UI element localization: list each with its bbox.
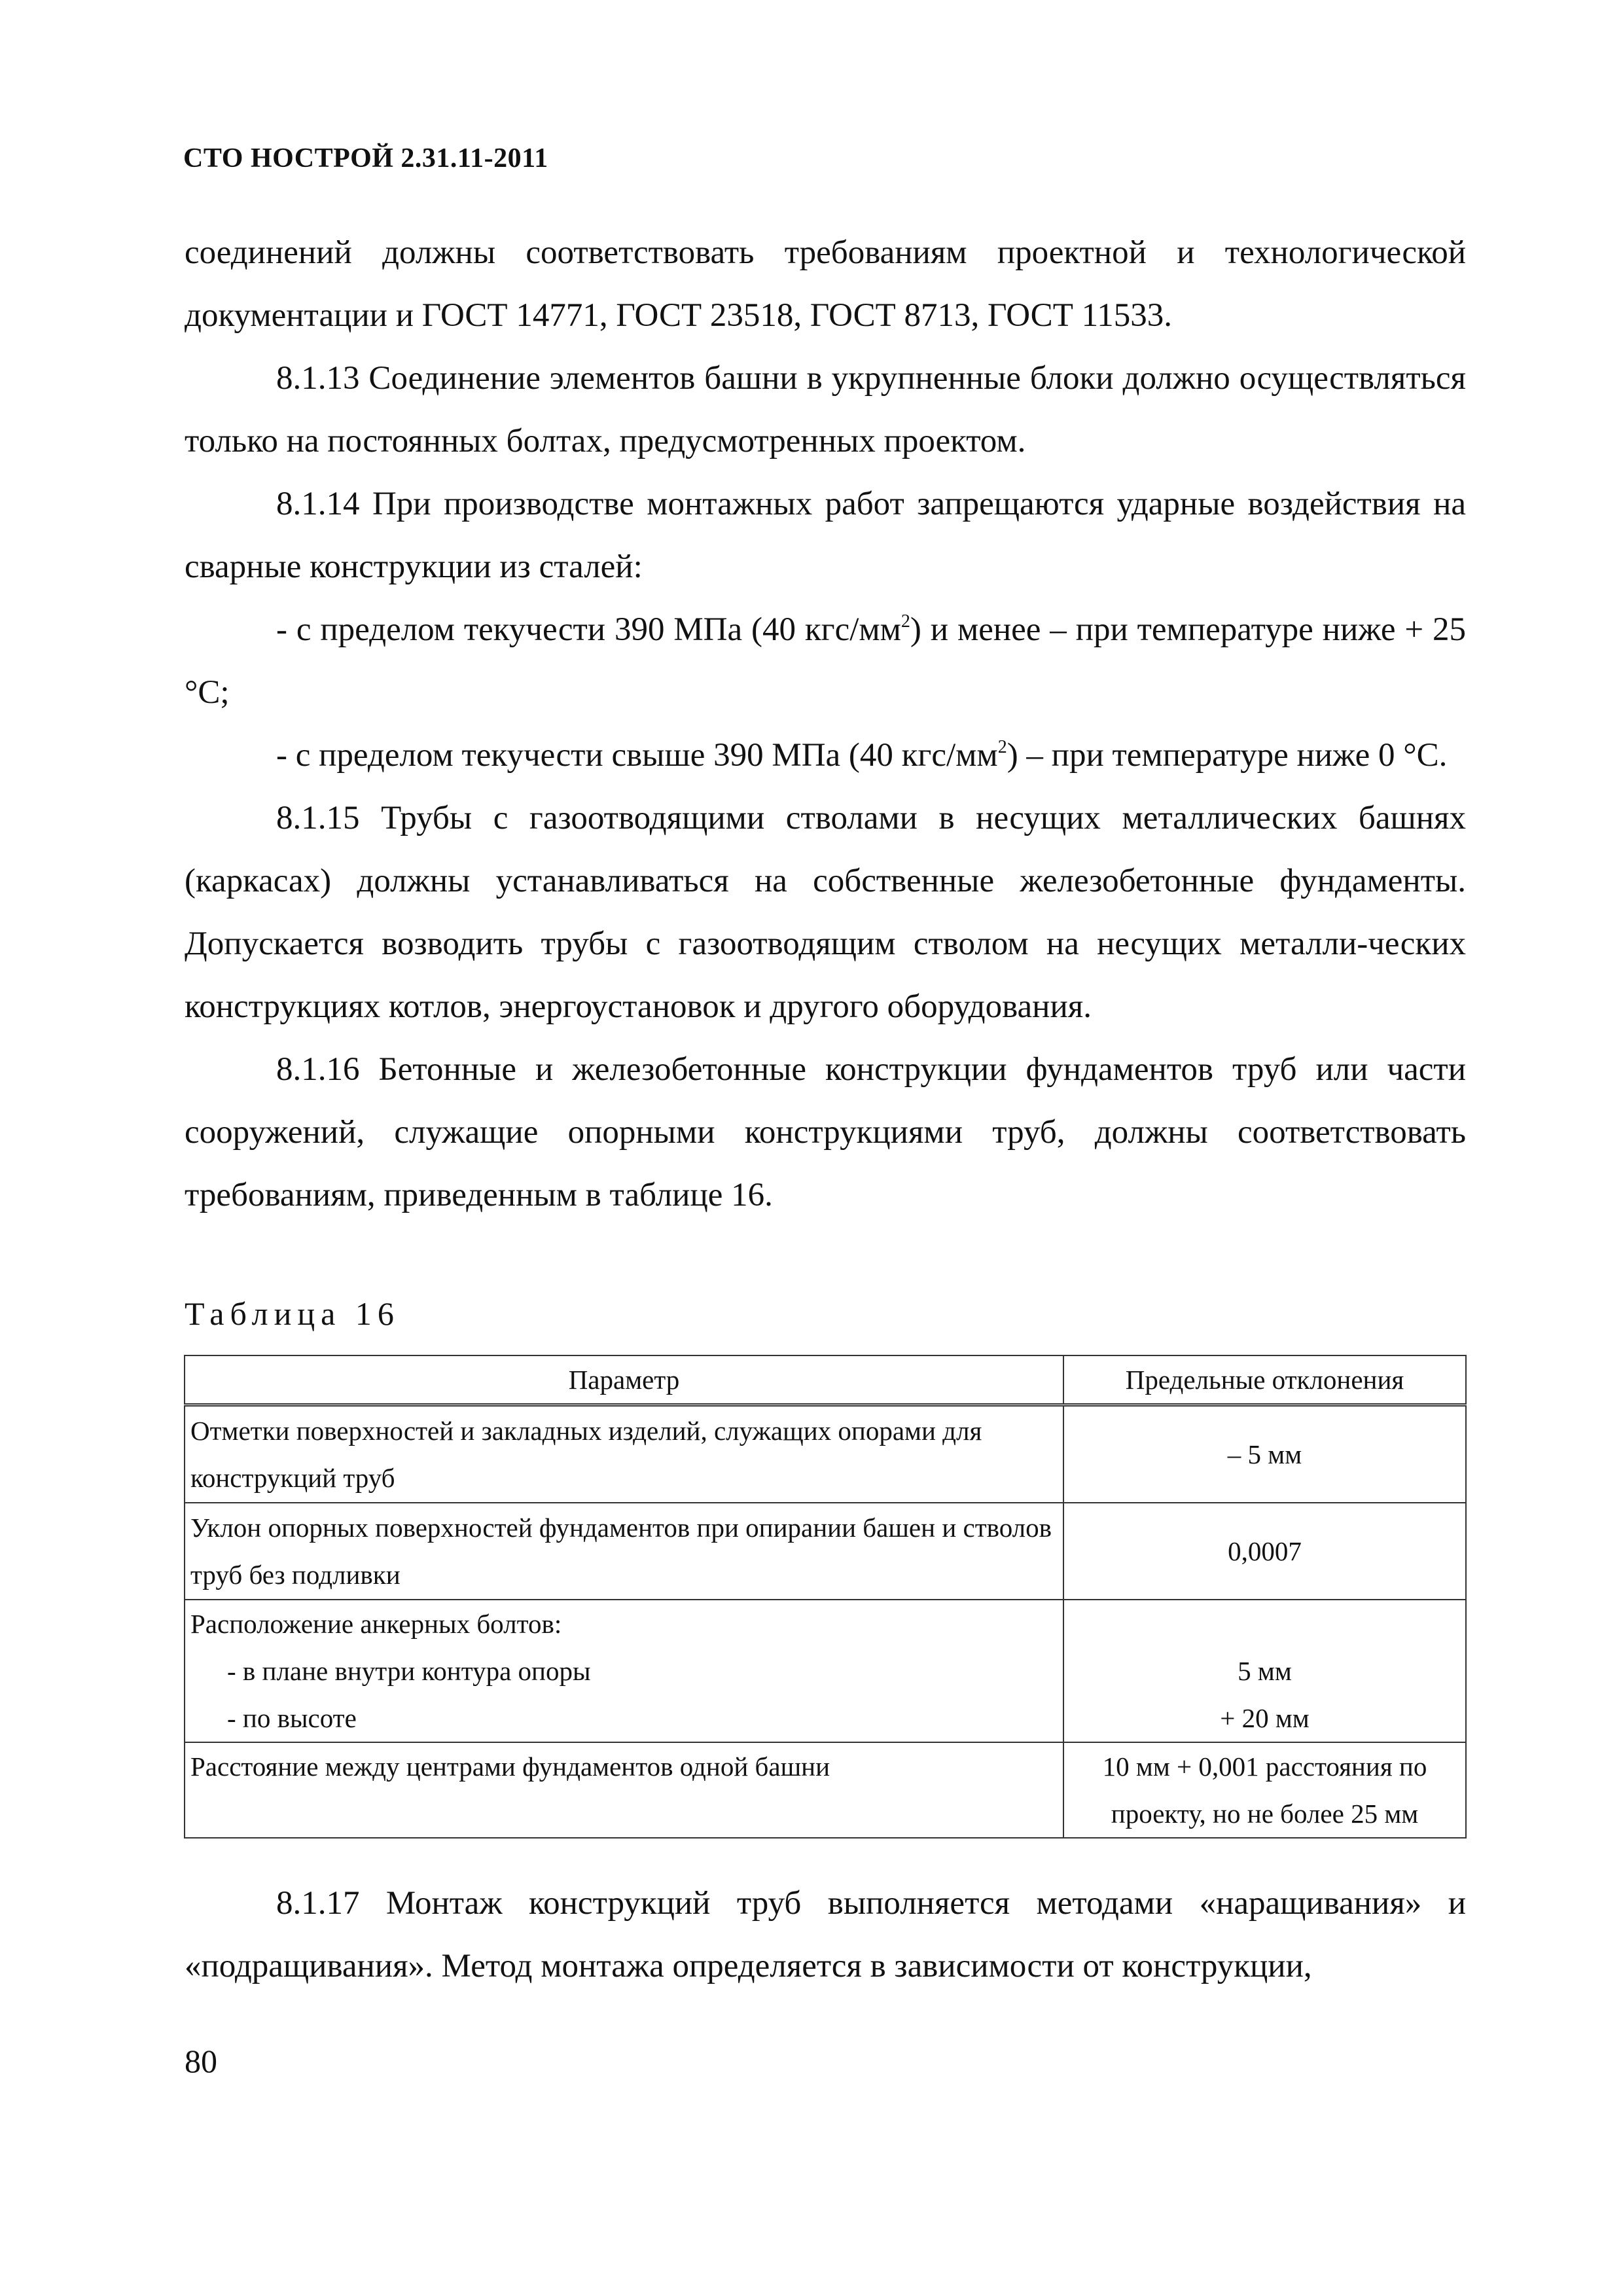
- list-item-text: - с пределом текучести 390 МПа (40 кгс/мм: [276, 611, 901, 648]
- list-item-text: ) – при температуре ниже 0 °С.: [1007, 737, 1448, 774]
- table-cell-parameter: [185, 1600, 1063, 1742]
- paragraph: соединений должны соответствовать требованиям проектной и технологической документации и ГОСТ 14771, ГОСТ 23518, ГОСТ 8713, ГОСТ 11533.: [185, 234, 1466, 334]
- parameter-subitem: - по высоте: [227, 1703, 357, 1733]
- table-row: [185, 1405, 1466, 1503]
- table-cell-value: 10 мм + 0,001 расстояния по проекту, но не более 25 мм: [1063, 1742, 1466, 1838]
- superscript: 2: [901, 611, 910, 632]
- list-item-text: - с пределом текучести свыше 390 МПа (40 кгс/мм: [276, 737, 998, 774]
- table-cell-value: – 5 мм: [1063, 1405, 1466, 1503]
- paragraph: 8.1.14 При производстве монтажных работ запрещаются ударные воздействия на сварные конструкции из сталей:: [185, 486, 1466, 585]
- table-row: [185, 1742, 1466, 1838]
- table-caption: Таблица 16: [185, 1295, 400, 1332]
- table-row: [185, 1600, 1466, 1742]
- table-cell-parameter: Расстояние между центрами фундаментов одной башни: [185, 1742, 1063, 1838]
- table-cell-parameter: Уклон опорных поверхностей фундаментов при опирании башен и стволов труб без подливки: [185, 1503, 1063, 1600]
- column-header-deviations: Предельные отклонения: [1063, 1355, 1466, 1405]
- paragraph: 8.1.13 Соединение элементов башни в укрупненные блоки должно осуществляться только на постоянных болтах, предусмотренных проектом.: [185, 360, 1466, 459]
- table-row: [185, 1503, 1466, 1600]
- value-line: 5 мм: [1238, 1656, 1292, 1686]
- table-cell-value: [1063, 1600, 1466, 1742]
- parameter-title: Расположение анкерных болтов:: [190, 1609, 562, 1639]
- list-item: [185, 598, 1466, 724]
- body-text-after-table: [185, 1872, 1466, 1998]
- paragraph: 8.1.17 Монтаж конструкций труб выполняется методами «наращивания» и «подращивания». Метод монтажа определяется в зависимости от конструкции,: [185, 1885, 1466, 1984]
- deviations-table: [184, 1355, 1467, 1839]
- table-header-row: [185, 1355, 1466, 1405]
- parameter-subitem: - в плане внутри контура опоры: [227, 1656, 591, 1686]
- value-line: + 20 мм: [1220, 1703, 1310, 1733]
- table-cell-parameter: Отметки поверхностей и закладных изделий, служащих опорами для конструкций труб: [185, 1405, 1063, 1503]
- page-number: 80: [185, 2043, 217, 2079]
- document-header: СТО НОСТРОЙ 2.31.11-2011: [183, 143, 548, 173]
- body-text: [185, 221, 1466, 1227]
- list-item: [185, 724, 1466, 787]
- superscript: 2: [997, 737, 1007, 757]
- list-item-text: ) и менее – при температуре ниже + 25 °С;: [185, 611, 1466, 711]
- column-header-parameter: Параметр: [185, 1355, 1063, 1405]
- table-cell-value: 0,0007: [1063, 1503, 1466, 1600]
- paragraph: 8.1.15 Трубы с газоотводящими стволами в несущих металлических башнях (каркасах) должны устанавливаться на собственные железобетонные фундаменты. Допускается возводить трубы с газоотводящим стволом на несущих металли-ческих конструкциях котлов, энергоустановок и другого оборудования.: [185, 800, 1466, 1025]
- paragraph: 8.1.16 Бетонные и железобетонные конструкции фундаментов труб или части сооружений, служащие опорными конструкциями труб, должны соответствовать требованиям, приведенным в таблице 16.: [185, 1051, 1466, 1213]
